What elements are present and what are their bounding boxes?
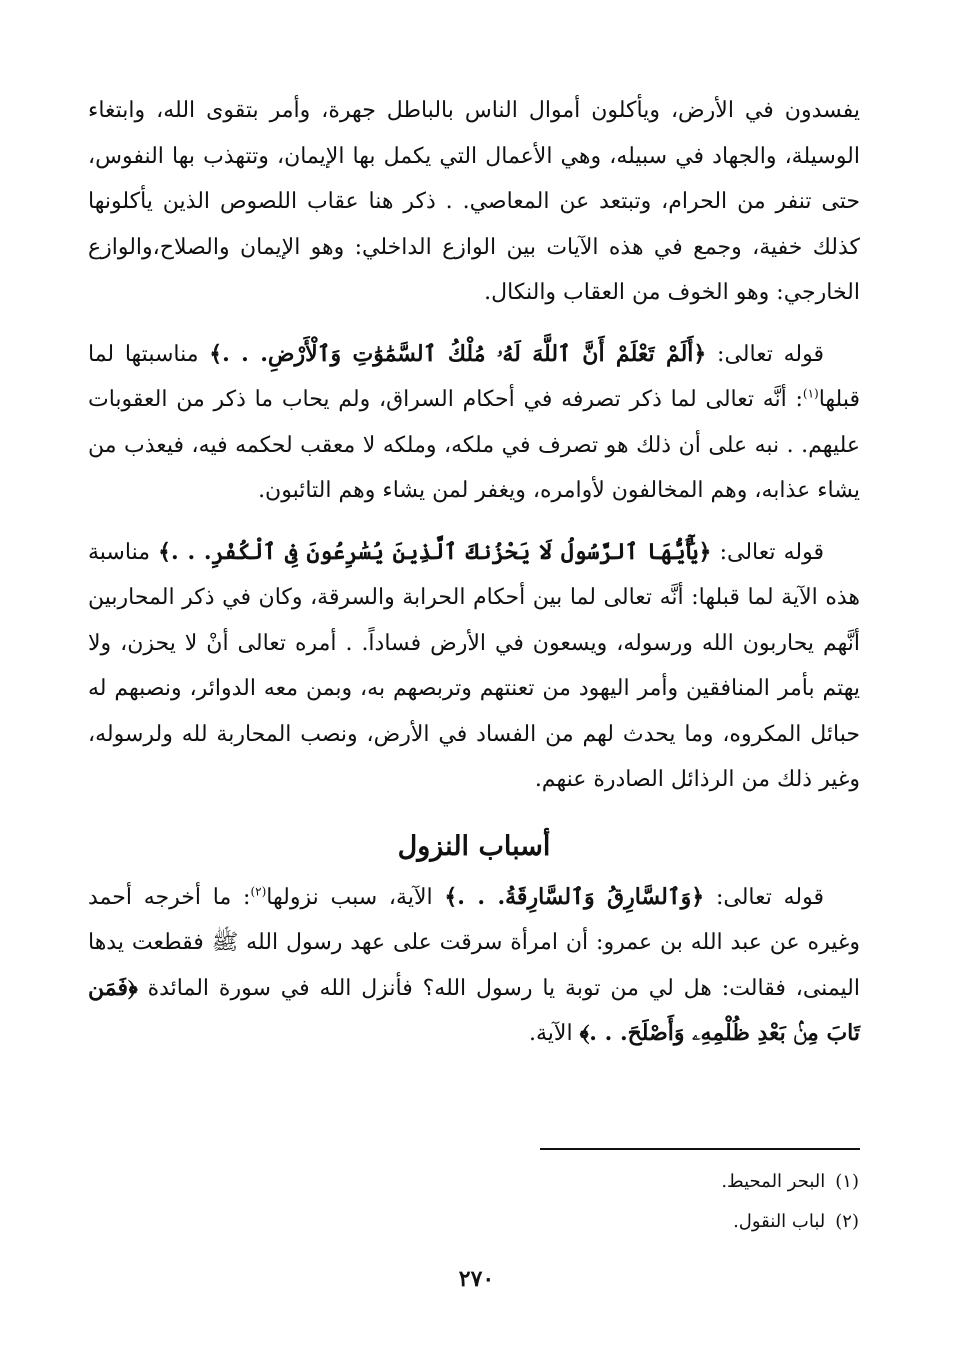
main-text: [88, 88, 860, 1057]
quran-verse: ﴿فَمَن تَابَ مِنۢ بَعْدِ ظُلْمِهِۦ وَأَصْلَحَ. . .﴾: [88, 974, 860, 1046]
paragraph-2-lead: قوله تعالى:: [706, 341, 825, 367]
paragraph-2-mid: مناسبتها لما قبلها: [88, 341, 860, 412]
paragraph-3-lead: قوله تعالى:: [711, 539, 824, 565]
paragraph-4: [88, 875, 860, 1057]
quran-verse: ﴿يَٰٓأَيُّهَا ٱلرَّسُولُ لَا يَحْزُنكَ ٱلَّذِينَ يُسَٰرِعُونَ فِى ٱلْكُفْرِ. . .﴾: [158, 538, 712, 565]
paragraph-4-rest: : ما أخرجه أحمد وغيره عن عبد الله بن عمرو: أن امرأة سرقت على عهد رسول الله ﷺ فقطعت يدها اليمنى، فقالت: هل لي من توبة يا رسول الله؟ فأنزل الله في سورة المائدة: [88, 884, 860, 1001]
page-number: ٢٧٠: [458, 1266, 495, 1292]
quran-verse: ﴿وَٱلسَّارِقُ وَٱلسَّارِقَةُ. . .﴾: [444, 883, 705, 910]
section-heading: أسباب النزول: [397, 830, 551, 862]
paragraph-4-end: الآية.: [528, 1021, 580, 1046]
footnote-2: [721, 1202, 859, 1242]
paragraph-1-text: يفسدون في الأرض، ويأكلون أموال الناس بالباطل جهرة، وأمر بتقوى الله، وابتغاء الوسيلة، والجهاد في سبيله، وهي الأعمال التي يكمل بها الإيمان، وتتهذب بها النفوس، حتى تنفر من الحرام، وتبتعد عن المعاصي. . ذكر هنا عقاب اللصوص الذين يأكلونها كذلك خفية، وجمع في هذه الآيات بين الوازع الداخلي: وهو الإيمان والصلاح،والوازع الخارجي: وهو الخوف من العقاب والنكال.: [88, 98, 860, 305]
paragraph-4-lead: قوله تعالى:: [704, 884, 825, 910]
footnote-ref-2: (٢): [250, 884, 267, 899]
paragraph-2-rest: : أنَّه تعالى لما ذكر تصرفه في أحكام السراق، ولم يحاب ما ذكر من العقوبات عليهم. . نبه على أن ذلك هو تصرف في ملكه، وملكه لا معقب لحكمه فيه، فيعذب من يشاء عذابه، وهم المخالفون لأوامره، ويغفر لمن يشاء وهم التائبون.: [88, 387, 860, 503]
quran-verse: ﴿أَلَمْ تَعْلَمْ أَنَّ ٱللَّهَ لَهُۥ مُلْكُ ٱلسَّمَٰوَٰتِ وَٱلْأَرْضِ. . .﴾: [209, 340, 707, 367]
footnote-ref-1: (١): [802, 386, 819, 401]
footnote-1: [721, 1162, 859, 1202]
footnote-text: البحر المحيط.: [721, 1171, 826, 1192]
footnotes: [721, 1162, 859, 1242]
footnote-text: لباب النقول.: [733, 1211, 826, 1232]
footnote-number: (١): [835, 1171, 859, 1192]
paragraph-2: [88, 332, 860, 514]
paragraph-1: [88, 88, 860, 316]
paragraph-3: [88, 530, 860, 803]
footnote-divider: [540, 1148, 860, 1150]
footnote-number: (٢): [835, 1211, 859, 1232]
paragraph-4-mid: الآية، سبب نزولها: [266, 884, 445, 910]
paragraph-3-rest: مناسبة هذه الآية لما قبلها: أنَّه تعالى لما بين أحكام الحرابة والسرقة، وكان في ذكر المحاربين أنَّهم يحاربون الله ورسوله، ويسعون في الأرض فساداً. . أمره تعالى أنْ لا يحزن، ولا يهتم بأمر المنافقين وأمر اليهود من تعنتهم وتربصهم به، وبمن معه الدوائر، ونصبهم له حبائل المكروه، وما يحدث لهم من الفساد في الأرض، ونصب المحاربة لله ولرسوله، وغير ذلك من الرذائل الصادرة عنهم.: [88, 539, 860, 792]
